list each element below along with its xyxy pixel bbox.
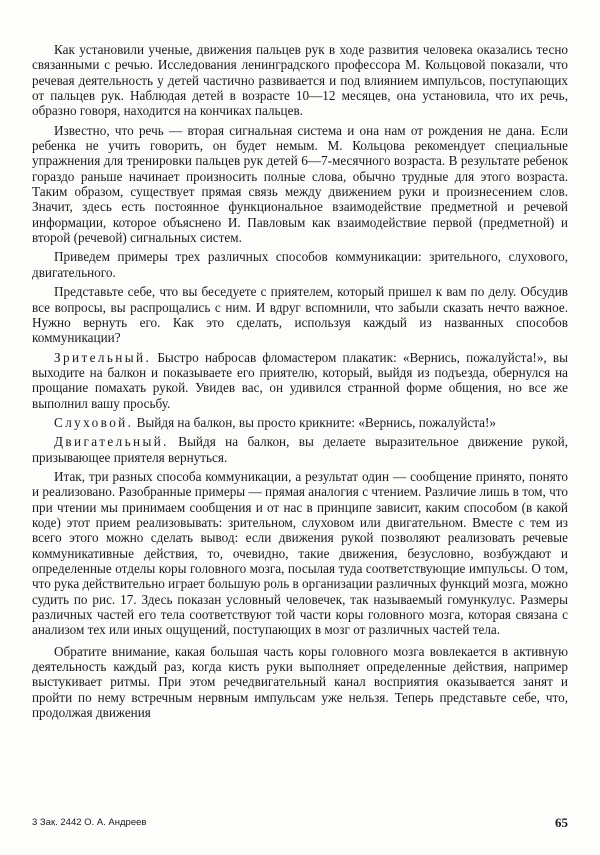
body-text [32, 42, 568, 724]
example-term: Двигательный. [54, 434, 169, 450]
example-text: Выйдя на балкон, вы делаете выразительное движение рукой, призывающее приятеля вернуться. [32, 434, 568, 465]
paragraph: Обратите внимание, какая большая часть коры головного мозга вовлекается в активную деятельность каждый раз, когда кисть руки выполняет определенные действия, например выстукивает ритмы. При этом речедвигательный канал восприятия оказывается занят и пройти по нему встречным нервным импульсам уже нельзя. Теперь представьте себе, что, продолжая движения [32, 643, 568, 721]
page-footer [32, 815, 568, 831]
example-text: Выйдя на балкон, вы просто крикните: «Вернись, пожалуйста!» [133, 414, 496, 430]
example-text: Быстро набросав фломастером плакатик: «Вернись, пожалуйста!», вы выходите на балкон и показываете его приятелю, который, выйдя из подъезда, обернулся на прощание помахать рукой. Увидев вас, он удивился странной форме общения, но все же выполнил вашу просьбу. [32, 349, 568, 411]
example-term: Зрительный. [54, 349, 152, 365]
example-motor [32, 434, 568, 465]
example-term: Слуховой. [54, 414, 134, 430]
paragraph: Приведем примеры трех различных способов коммуникации: зрительного, слухового, двигательного. [32, 249, 568, 280]
paragraph: Известно, что речь — вторая сигнальная система и она нам от рождения не дана. Если ребенка не учить говорить, он будет немым. М. Кольцова рекомендует специальные упражнения для тренировки пальцев рук детей 6—7-месячного возраста. В результате ребенок гораздо раньше начинает произносить полные слова, обычно трудные для этого возраста. Таким образом, существует прямая связь между движением руки и произнесением слов. Значит, здесь есть постоянное функциональное взаимодействие предметной и речевой информации, которое объяснено И. Павловым как взаимодействие первой (предметной) и второй (речевой) сигнальных систем. [32, 122, 568, 246]
example-auditory [32, 415, 568, 430]
paragraph: Представьте себе, что вы беседуете с приятелем, который пришел к вам по делу. Обсудив все вопросы, вы распрощались с ним. И вдруг вспомнили, что забыли сказать нечто важное. Нужно вернуть его. Как это сделать, используя каждый из названных способов коммуникации? [32, 284, 568, 346]
example-visual [32, 350, 568, 411]
imprint-note: 3 Зак. 2442 О. А. Андреев [32, 817, 147, 828]
paragraph: Итак, три разных способа коммуникации, а результат один — сообщение принято, понято и реализовано. Разобранные примеры — прямая аналогия с чтением. Различие лишь в том, что при чтении мы принимаем сообщения и от нас в принципе зависит, каким способом (в какой коде) этот прием реализовывать: зрительном, слуховом или двигательном. Вместе с тем из всего этого можно сделать вывод: если движения рукой позволяют реализовать речевые коммуникативные действия, то, очевидно, такие движения, безусловно, возбуждают и определенные отделы коры головного мозга, посылая туда соответствующие импульсы. О том, что рука действительно играет большую роль в организации различных функций мозга, можно судить по рис. 17. Здесь показан условный человечек, так называемый гомункулус. Размеры различных частей его тела соответствуют той части коры головного мозга, которая связана с анализом тех или иных ощущений, поступающих в мозг от различных частей тела. [32, 468, 568, 638]
page-number: 65 [555, 815, 568, 830]
paragraph: Как установили ученые, движения пальцев рук в ходе развития человека оказались тесно связанными с речью. Исследования ленинградского профессора М. Кольцовой показали, что речевая деятельность у детей частично развивается и под влиянием импульсов, поступающих от пальцев рук. Наблюдая детей в возрасте 10—12 месяцев, она установила, что их речь, образно говоря, находится на кончиках пальцев. [32, 42, 568, 119]
